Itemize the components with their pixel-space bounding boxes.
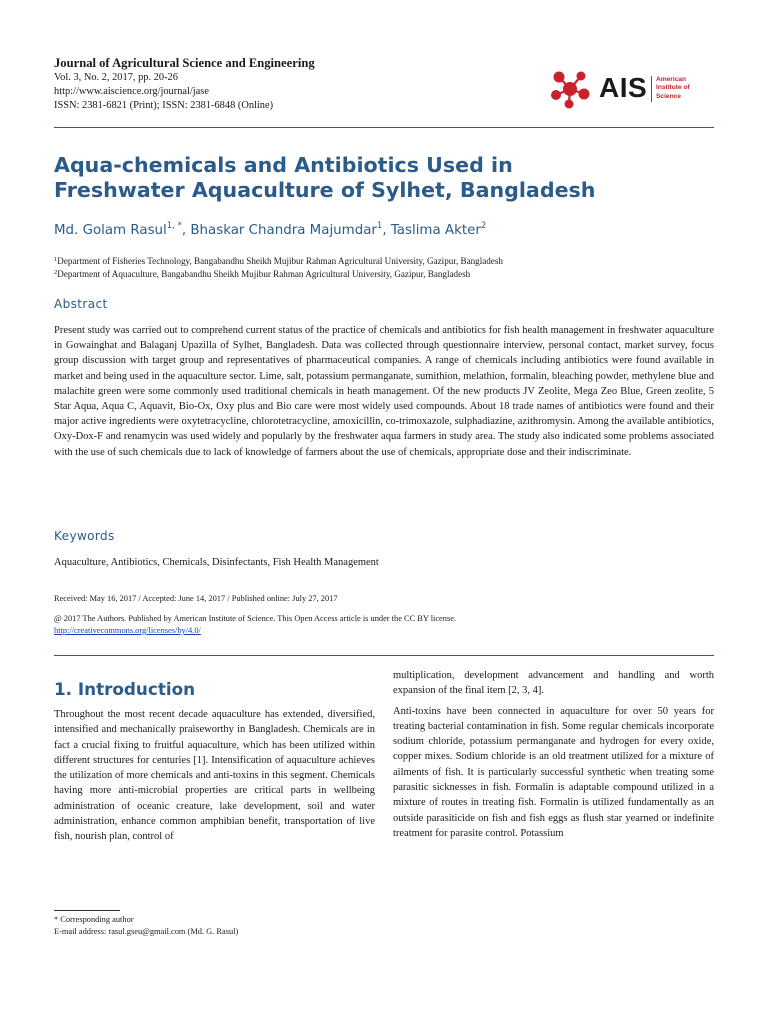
author-email: E-mail address: rasul.gseu@gmail.com (Md. G. Rasul)	[54, 927, 239, 936]
logo-divider	[651, 76, 652, 102]
affiliations	[54, 255, 714, 281]
corresponding-author-note: * Corresponding author	[54, 915, 134, 924]
footnote-divider	[54, 910, 120, 911]
affiliation-2	[54, 268, 714, 281]
intro-paragraph-2: Anti-toxins have been connected in aquaculture for over 50 years for treating bacterial contamination in fish. Some regular chemicals incorporate sodium chloride, potassium permanganate and hydrogen for every oxide, copper mixes. Sodium chloride is an old treatment utilized for a mixture of ailments of fish. It is particularly successful synthetic when treating some parasitic sicknesses in fish. Formalin is adaptable compound utilized in a mixture of routes in treating fish. Formalin is utilized fundamentally as an outside parasiticide on fish and fish eggs as flush star yearned or indefinite treatment for parasite control. Potassium	[393, 705, 714, 839]
affiliation-1-number: 1	[54, 256, 58, 263]
affiliation-2-number: 2	[54, 269, 58, 276]
affiliation-2-text: Department of Aquaculture, Bangabandhu Sheikh Mujibur Rahman Agricultural University, Gazipur, Bangladesh	[57, 269, 471, 279]
journal-issn: ISSN: 2381-6821 (Print); ISSN: 2381-6848 (Online)	[54, 100, 274, 111]
keywords-list: Aquaculture, Antibiotics, Chemicals, Disinfectants, Fish Health Management	[54, 557, 379, 568]
abstract-body: Present study was carried out to comprehend current status of the practice of chemicals and antibiotics for fish health management in freshwater aquaculture in Gowainghat and Balaganj Upazilla of Sylhet, Bangladesh. Data was collected through questionnaire interview, personal contact, market survey, focus group discussion with target group and representatives of pharmaceutical companies. A range of chemicals including antibiotics were found available in market and being used in the aquaculture sector. Lime, salt, potassium permanganate, sumithion, melathion, formalin, bleaching powder, methylene blue and malachite green were some commonly used traditional chemicals in heath management. Of the new products JV Zeolite, Mega Zeo Blue, Green zeolite, 5 Star Aqua, Aqua C, Aquavit, Bio-Ox, Oxy plus and Bio care were most widely used compounds. About 18 trade names of antibiotics were found and their major active ingredients were oxytetracycline, chlorotetracycline, amoxicillin, co-trimoxazole, sulphadiazine, azithromysin. Among the available antibiotics, Oxy-Dox-F and renamycin was used widely and popularly by the freshwater aqua farmers in study area. The study also indicated some problems associated with the use of such chemicals due to lack of knowledge of farmers about the use of chemicals, appropriate dose and their indiscriminate.	[54, 325, 714, 458]
footnotes	[54, 914, 384, 938]
abstract-heading: Abstract	[54, 297, 108, 311]
license-statement	[54, 613, 714, 637]
affiliation-1-text: Department of Fisheries Technology, Bangabandhu Sheikh Mujibur Rahman Agricultural University, Gazipur, Bangladesh	[57, 256, 503, 266]
introduction-heading: 1. Introduction	[54, 679, 196, 699]
journal-volume: Vol. 3, No. 2, 2017, pp. 20-26	[54, 72, 178, 83]
logo-text: AIS	[599, 72, 648, 103]
intro-right-column	[393, 668, 714, 846]
logo-line-2: Institute of	[656, 84, 690, 92]
author-3-affil: 2	[480, 221, 487, 231]
intro-left-column	[54, 707, 375, 850]
license-link[interactable]: http://creativecommons.org/licenses/by/4.0/	[54, 626, 201, 635]
journal-header	[54, 55, 474, 113]
license-text: @ 2017 The Authors. Published by American Institute of Science. This Open Access article is under the CC BY license.	[54, 614, 457, 623]
molecule-logo-icon	[547, 68, 593, 110]
author-3: Taslima Akter	[390, 223, 481, 238]
author-1: Md. Golam Rasul	[54, 223, 167, 238]
journal-url[interactable]: http://www.aiscience.org/journal/jase	[54, 86, 209, 97]
logo-line-1: American	[656, 76, 687, 83]
affiliation-1	[54, 255, 714, 268]
author-separator-1: ,	[181, 223, 191, 238]
ais-logo	[547, 68, 717, 110]
intro-paragraph-continued: multiplication, development advancement and handling and worth expansion of the final item [2, 3, 4].	[393, 670, 714, 697]
title-line-1: Aqua-chemicals and Antibiotics Used in	[54, 153, 513, 177]
author-2-affil: 1	[376, 221, 383, 231]
intro-paragraph-1: Throughout the most recent decade aquaculture has extended, diversified, intensified and mechanically praiseworthy in Bangladesh. Chemicals are in fact a crucial fixing to fruitful aquaculture, which has been utilized within different structures for centuries [1]. Intensification of aquaculture achieves the utilization of more chemicals and anti-toxins in this segment. Chemicals having more anti-microbial properties are critical parts in wellbeing administration of oceanic creature, lake development, soil and water administration, enhance common amphibian benefit, transportation of live fish, nourish plan, control of	[54, 709, 375, 843]
author-list	[54, 220, 714, 242]
header-divider	[54, 127, 714, 128]
journal-title: Journal of Agricultural Science and Engineering	[54, 56, 315, 70]
logo-line-3: Science	[656, 92, 681, 100]
author-1-affil: 1, *	[166, 221, 182, 231]
publication-dates: Received: May 16, 2017 / Accepted: June 14, 2017 / Published online: July 27, 2017	[54, 594, 338, 603]
body-divider	[54, 655, 714, 656]
keywords-heading: Keywords	[54, 529, 115, 543]
author-2: Bhaskar Chandra Majumdar	[190, 223, 377, 238]
author-separator-2: ,	[382, 223, 391, 238]
logo-subtitle	[656, 76, 716, 101]
title-line-2: Freshwater Aquaculture of Sylhet, Bangladesh	[54, 178, 596, 202]
paper-title	[54, 153, 714, 203]
